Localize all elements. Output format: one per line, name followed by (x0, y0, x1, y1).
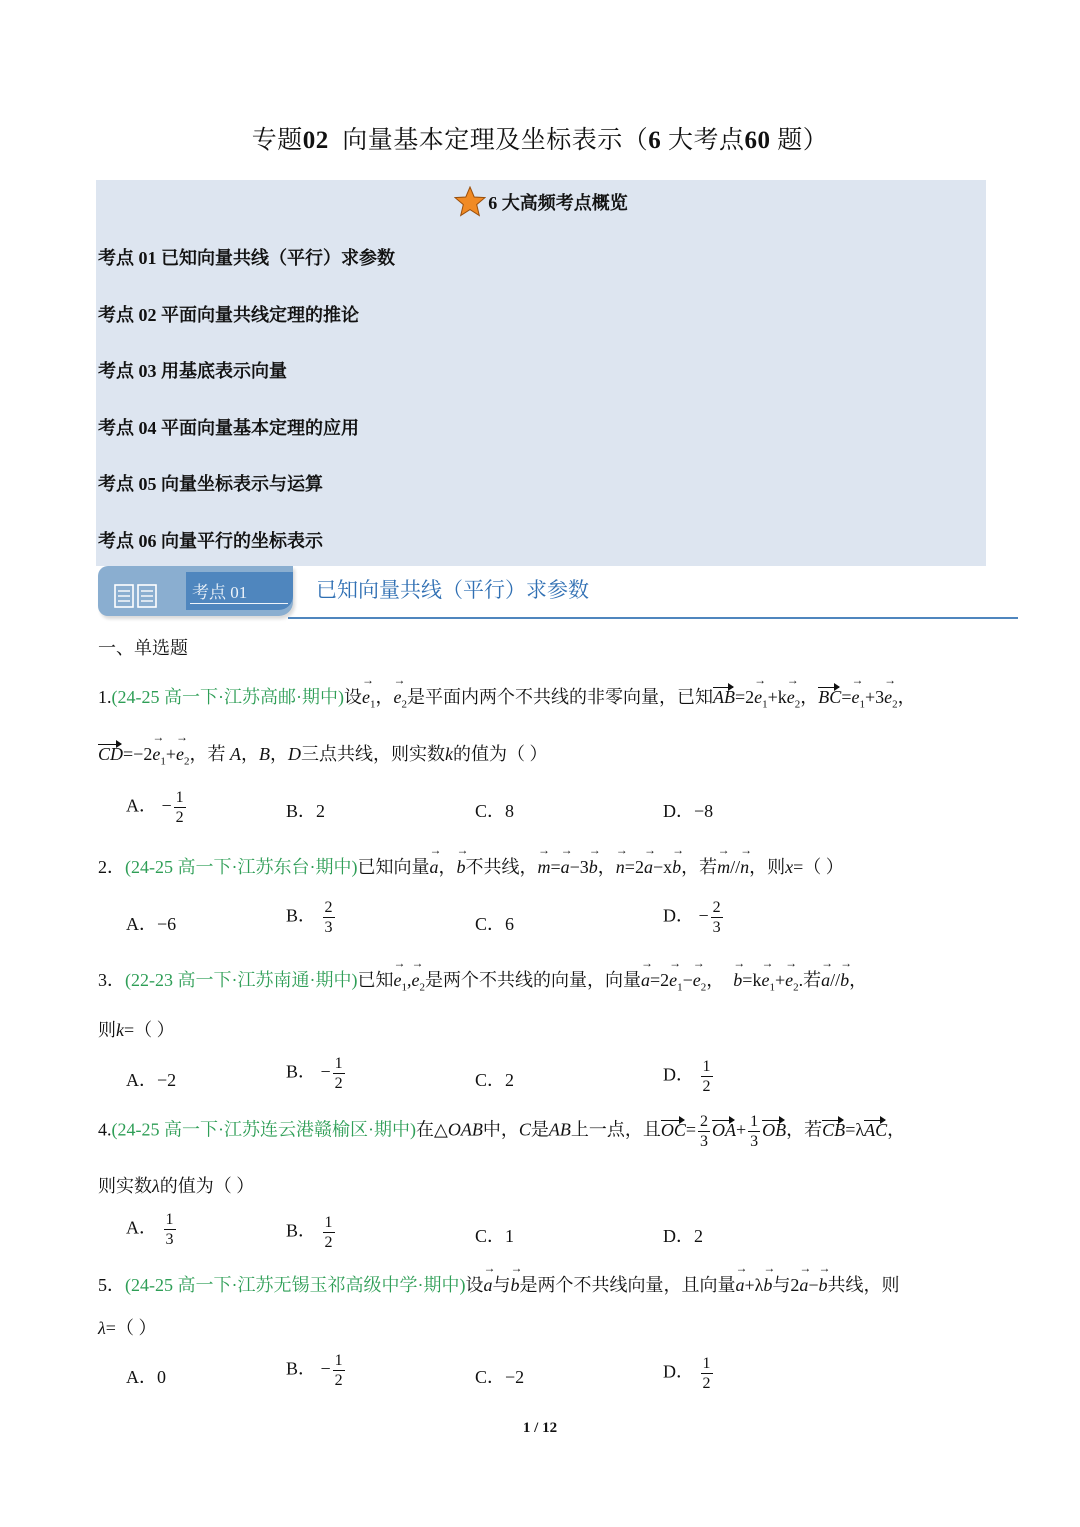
overview-item-05[interactable]: 考点 05 向量坐标表示与运算 (98, 474, 323, 494)
q5-option-c[interactable]: C．−2 (475, 1367, 525, 1387)
q4-option-c[interactable]: C．1 (475, 1226, 515, 1246)
q2-option-d[interactable]: D． − $\frac{2}{3}$ (663, 899, 721, 936)
q4-option-b[interactable]: B． $\frac{1}{2}$ (286, 1214, 333, 1251)
question-3-line-1: 3．(22-23 高一下·江苏南通·期中)已知→ $e_1,\to e_2$是两个不共线的向量，向量→ $a=2\to e_1-\to e_2$， → $b=k\to e_1+\to e_2$.若→ a//→ b， (98, 966, 867, 994)
section-divider (288, 617, 1018, 619)
overview-item-06[interactable]: 考点 06 向量平行的坐标表示 (98, 531, 323, 551)
q3-option-c[interactable]: C．2 (475, 1070, 515, 1090)
q3-option-b[interactable]: B． − $\frac{1}{2}$ (286, 1055, 343, 1092)
page-number: 1 / 12 (522, 1420, 558, 1436)
q1-option-b[interactable]: B．2 (286, 801, 326, 821)
question-5-line-1: 5．(24-25 高一下·江苏无锡玉祁高级中学·期中)设→ a与→ b是两个不共线向量，且向量→ a+λ→ b与2→ a−→ b共线，则 (98, 1271, 900, 1297)
overview-item-04[interactable]: 考点 04 平面向量基本定理的应用 (98, 418, 359, 438)
question-3-line-2: 则k=（ ） (98, 1020, 175, 1040)
list-icon (114, 584, 158, 608)
q3-option-d[interactable]: D． $\frac{1}{2}$ (663, 1058, 711, 1095)
overview-item-03[interactable]: 考点 03 用基底表示向量 (98, 361, 287, 381)
star-icon (454, 186, 486, 218)
section-title: 已知向量共线（平行）求参数 (316, 578, 589, 602)
q5-option-d[interactable]: D． $\frac{1}{2}$ (663, 1355, 711, 1392)
q4-option-d[interactable]: D．2 (663, 1226, 703, 1246)
q5-option-a[interactable]: A．0 (126, 1367, 166, 1387)
q1-option-a[interactable]: A． − $\frac{1}{2}$ (126, 789, 184, 826)
q1-option-d[interactable]: D．−8 (663, 801, 714, 821)
question-2-line-1: 2．(24-25 高一下·江苏东台·期中)已知向量→ a，→ b不共线，→ m=→ a−3→ b，→ n=2→ a−x→ b，若→ m//→ n，则x=（ ） (98, 853, 844, 879)
q2-option-b[interactable]: B． $\frac{2}{3}$ (286, 899, 333, 936)
overview-heading: 6 大高频考点概览 (96, 186, 986, 218)
overview-item-02[interactable]: 考点 02 平面向量共线定理的推论 (98, 305, 359, 325)
overview-item-01[interactable]: 考点 01 已知向量共线（平行）求参数 (98, 248, 395, 268)
q3-option-a[interactable]: A．−2 (126, 1070, 177, 1090)
section-tab-label: 考点 01 (192, 583, 248, 602)
question-4-line-1: 4.(24-25 高一下·江苏连云港赣榆区·期中)在△OAB中，C是AB上一点，且OC= $\frac{2}{3}$ OA+ $\frac{1}{3}$ OB，若CB=λAC， (98, 1113, 906, 1150)
page-title: 专题02 向量基本定理及坐标表示（6 大考点60 题） (251, 127, 829, 154)
q1-option-c[interactable]: C．8 (475, 801, 515, 821)
question-4-line-2: 则实数λ的值为（ ） (98, 1176, 255, 1196)
section-header (98, 566, 1018, 622)
question-5-line-2: λ=（ ） (98, 1318, 157, 1338)
question-1-line-1: 1.(24-25 高一下·江苏高邮·期中)设→ $e_1$，→ $e_2$是平面内两个不共线的非零向量，已知$AB=2\to e_1+k\to e_2$，$BC=\to e_1+3\to e_2$， (98, 683, 916, 711)
section-tab (98, 566, 293, 616)
question-1-line-2: $CD=-2\to e_1+\to e_2$，若 A，B，D三点共线，则实数k的值为（ ） (98, 740, 547, 768)
q4-option-a[interactable]: A． $\frac{1}{3}$ (126, 1211, 174, 1248)
q5-option-b[interactable]: B． − $\frac{1}{2}$ (286, 1352, 343, 1389)
question-type-heading: 一、单选题 (98, 638, 188, 658)
q2-option-a[interactable]: A．−6 (126, 914, 177, 934)
q2-option-c[interactable]: C．6 (475, 914, 515, 934)
overview-box (96, 180, 986, 566)
